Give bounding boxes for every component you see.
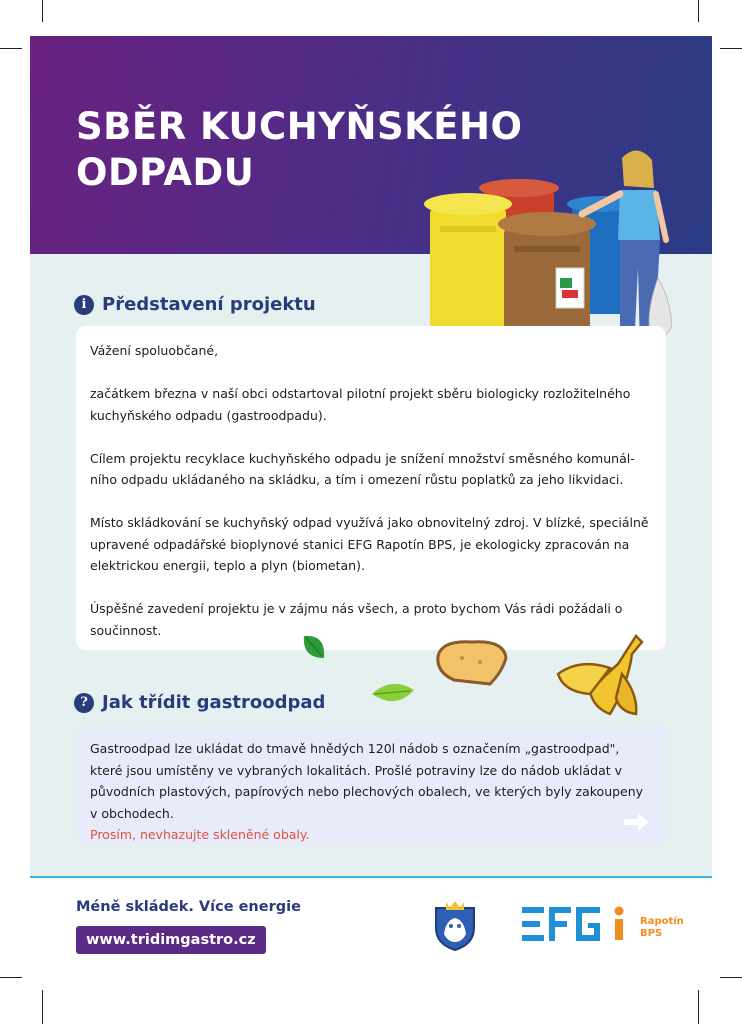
crop-mark [0, 977, 22, 978]
warning-text: Prosím, nevhazujte skleněné obaly. [90, 827, 310, 842]
sorting-text [90, 738, 652, 846]
crop-mark [0, 48, 22, 49]
arrow-right-icon [622, 812, 650, 832]
partner-line-1: Rapotín [640, 916, 684, 927]
crop-mark [42, 990, 43, 1024]
efg-logo [522, 907, 600, 941]
crop-mark [42, 0, 43, 22]
paragraph: Vážení spoluobčané, [90, 343, 219, 358]
website-link[interactable]: www.tridimgastro.cz [76, 926, 266, 954]
crop-mark [698, 0, 699, 22]
crop-mark [720, 977, 742, 978]
paragraph: Místo skládkování se kuchyňský odpad využívá jako obnovitelný zdroj. V blízké, speciálně upravené odpadářské bioplynové stanici EFG Rapotín BPS, je ekologicky zpracován na elektrickou energii, teplo a plyn (biometan). [90, 515, 649, 573]
title-line-2: ODPADU [76, 151, 255, 194]
paragraph: začátkem března v naší obci odstartoval pilotní projekt sběru biologicky rozložitelného kuchyňského odpadu (gastroodpadu). [90, 386, 631, 423]
info-icon: i [74, 295, 94, 315]
sorting-body: Gastroodpad lze ukládat do tmavě hnědých 120l nádob s označením „gastroodpad", které jsou umístěny ve vybraných lokalitách. Prošlé potraviny lze do nádob ukládat v původních plastových, papírových nebo plechových obalech, ve kterých byly zakoupeny v obchodech. [90, 741, 644, 821]
partner-logo-text [640, 916, 684, 940]
footer-divider [30, 876, 712, 878]
poster [30, 36, 712, 878]
partner-line-2: BPS [640, 928, 663, 939]
title-line-1: SBĚR KUCHYŇSKÉHO [76, 105, 523, 148]
banana-peel-icon [550, 634, 646, 718]
question-icon: ? [74, 693, 94, 713]
paragraph: Úspěšné zavedení projektu je v zájmu nás všech, a proto bychom Vás rádi požádali o součinnost. [90, 601, 623, 638]
section-heading-sorting-text: Jak třídit gastroodpad [102, 692, 326, 713]
crop-mark [720, 48, 742, 49]
crop-mark [698, 990, 699, 1024]
section-heading-intro [74, 294, 316, 315]
bread-icon [432, 636, 512, 690]
sorting-card [76, 726, 666, 844]
leaf-icon [300, 632, 328, 662]
coat-of-arms-icon [432, 900, 478, 952]
section-heading-intro-text: Představení projektu [102, 294, 316, 315]
paragraph: Cílem projektu recyklace kuchyňského odpadu je snížení množství směsného komunál-ního odpadu ukládaného na skládku, a tím i omezení růstu poplatků za jeho likvidaci. [90, 450, 635, 487]
intro-card [76, 326, 666, 650]
section-heading-sorting [74, 692, 325, 713]
slogan: Méně skládek. Více energie [76, 899, 301, 915]
info-i-logo-icon [612, 906, 626, 940]
leaf-icon [370, 680, 416, 708]
